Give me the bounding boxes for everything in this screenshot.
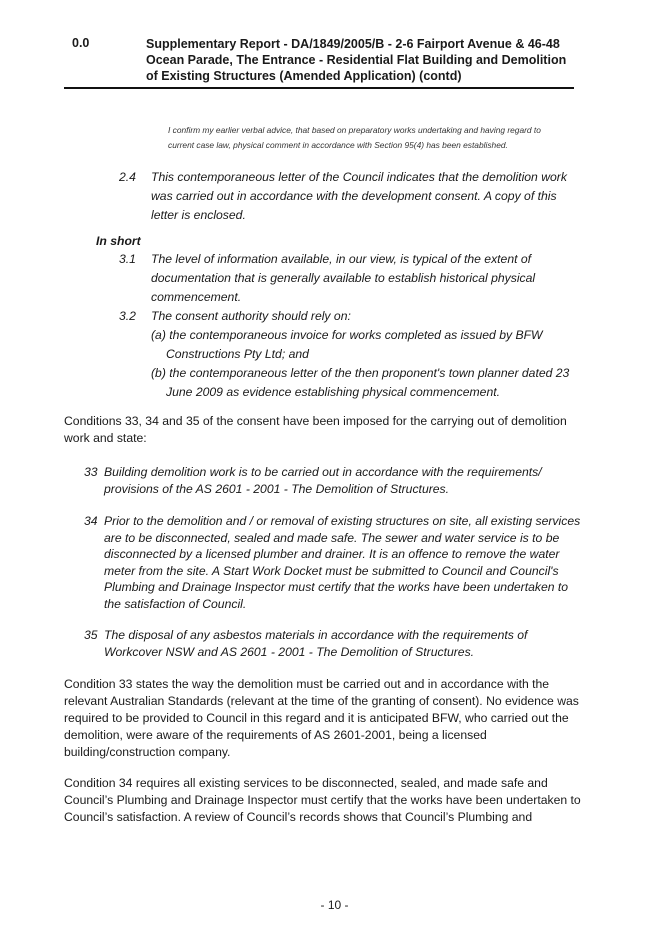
condition-33-discussion: Condition 33 states the way the demolition must be carried out and in accordance with the relevant Australian Standards (relevant at the time of the granting of consent). No evidence was required to be provided to Council in this regard and it is anticipated BFW, who carried out the demolition, were aware of the requirements of AS 2601-2001, being a licensed building/construction company. [64,677,579,759]
quote-line-2: current case law, physical comment in accordance with Section 95(4) has been established. [168,140,508,150]
condition-text: The disposal of any asbestos materials in accordance with the requirements of Workcover NSW and AS 2601 - 2001 - The Demolition of Structures. [104,628,528,659]
paragraph-text: The consent authority should rely on: [151,309,351,323]
paragraph-text [151,250,584,307]
quoted-advice [168,123,576,153]
report-title-line-2: Ocean Parade, The Entrance - Residential Flat Building and Demolition [146,53,567,67]
condition-34 [84,513,584,612]
sub-item-text: (b) the contemporaneous letter of the then proponent's town planner dated 23 June 2009 as evidence establishing physical commencement. [151,366,570,399]
page-number: - 10 - [320,898,349,912]
paragraph-line: This contemporaneous letter of the Council indicates that the demolition work [151,170,567,184]
in-short-heading: In short [96,234,141,248]
condition-number: 33 [84,465,98,479]
header-divider [64,87,574,89]
condition-text: Building demolition work is to be carried out in accordance with the requirements/ provisions of the AS 2601 - 2001 - The Demolition of Structures. [104,465,542,496]
paragraph-3-2 [119,307,584,326]
sub-item-a [151,326,576,364]
paragraph-line: commencement. [151,290,242,304]
quote-line-1: I confirm my earlier verbal advice, that based on preparatory works undertaking and having regard to [168,125,541,135]
condition-34-discussion: Condition 34 requires all existing services to be disconnected, sealed, and made safe and Council’s Plumbing and Drainage Inspector must certify that the works have been undertaken to Council’s satisfaction. A review of Council’s records shows that Council’s Plumbing and [64,776,581,824]
paragraph-number: 2.4 [119,170,136,184]
paragraph-line: was carried out in accordance with the development consent. A copy of this [151,189,557,203]
paragraph-number: 3.1 [119,252,136,266]
paragraph-line: The level of information available, in our view, is typical of the extent of [151,252,532,266]
paragraph-line: documentation that is generally available to establish historical physical [151,271,536,285]
paragraph-line: letter is enclosed. [151,208,246,222]
condition-number: 34 [84,514,98,528]
report-title-line-1: Supplementary Report - DA/1849/2005/B - 2-6 Fairport Avenue & 46-48 [146,37,560,51]
condition-35 [84,627,584,660]
paragraph-text [151,168,584,225]
condition-number: 35 [84,628,98,642]
paragraph-number: 3.2 [119,309,136,323]
sub-item-b [151,364,576,402]
condition-33 [84,464,584,497]
report-title-line-3: of Existing Structures (Amended Application) (contd) [146,69,462,83]
section-number: 0.0 [72,36,90,50]
report-title [146,36,576,84]
paragraph-2-4 [119,168,584,225]
paragraph-3-1 [119,250,584,307]
sub-item-text: (a) the contemporaneous invoice for works completed as issued by BFW Constructions Pty Ltd; and [151,328,543,361]
conditions-intro-paragraph: Conditions 33, 34 and 35 of the consent have been imposed for the carrying out of demolition work and state: [64,414,567,445]
condition-text: Prior to the demolition and / or removal of existing structures on site, all existing services are to be disconnected, sealed and made safe. The sewer and water service is to be disconnected by a licensed plumber and drainer. It is an offence to remove the water meter from the site. A Start Work Docket must be submitted to Council and Council's Plumbing and Drainage Inspector must certify that the works have been undertaken to the satisfaction of Council. [104,514,581,611]
